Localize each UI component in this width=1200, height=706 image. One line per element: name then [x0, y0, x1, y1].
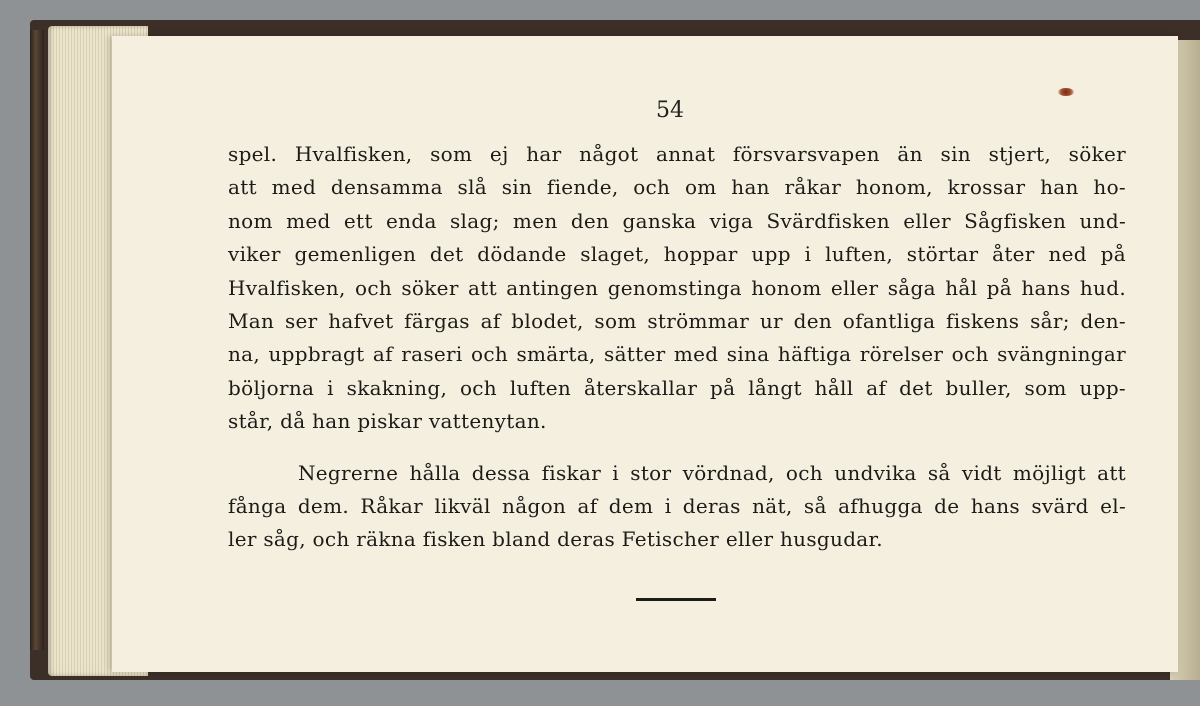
text-line: ler såg, och räkna fisken bland deras Fetischer eller husgudar. [228, 527, 883, 552]
end-rule [636, 598, 716, 601]
text-line: står, då han piskar vattenytan. [228, 409, 547, 434]
text-line: böljorna i skakning, och luften återskallar på långt håll af det buller, som upp- [228, 375, 1126, 400]
text-line: viker gemenligen det dödande slaget, hoppar upp i luften, störtar åter ned på [228, 242, 1126, 267]
text-line: Hvalfisken, och söker att antingen genomstinga honom eller såga hål på hans hud. [228, 275, 1126, 300]
text-line: Man ser hafvet färgas af blodet, som strömmar ur den ofantliga fiskens sår; den- [228, 308, 1126, 333]
page-number: 54 [656, 98, 684, 123]
text-block [228, 138, 1126, 557]
text-line: na, uppbragt af raseri och smärta, sätter med sina häftiga rörelser och svängningar [228, 342, 1126, 367]
text-line: fånga dem. Råkar likväl någon af dem i deras nät, så afhugga de hans svärd el- [228, 493, 1126, 518]
book-spine-edge [30, 30, 44, 650]
paragraph-2 [228, 457, 1126, 557]
text-line: spel. Hvalfisken, som ej har något annat försvarsvapen än sin stjert, söker [228, 142, 1126, 166]
text-line: att med densamma slå sin fiende, och om han råkar honom, krossar han ho- [228, 175, 1126, 200]
foxing-spot [1058, 88, 1074, 96]
text-line: nom med ett enda slag; men den ganska viga Svärdfisken eller Sågfisken und- [228, 208, 1126, 233]
text-line: Negrerne hålla dessa fiskar i stor vördnad, och undvika så vidt möjligt att [298, 460, 1126, 485]
paragraph-1 [228, 138, 1126, 439]
